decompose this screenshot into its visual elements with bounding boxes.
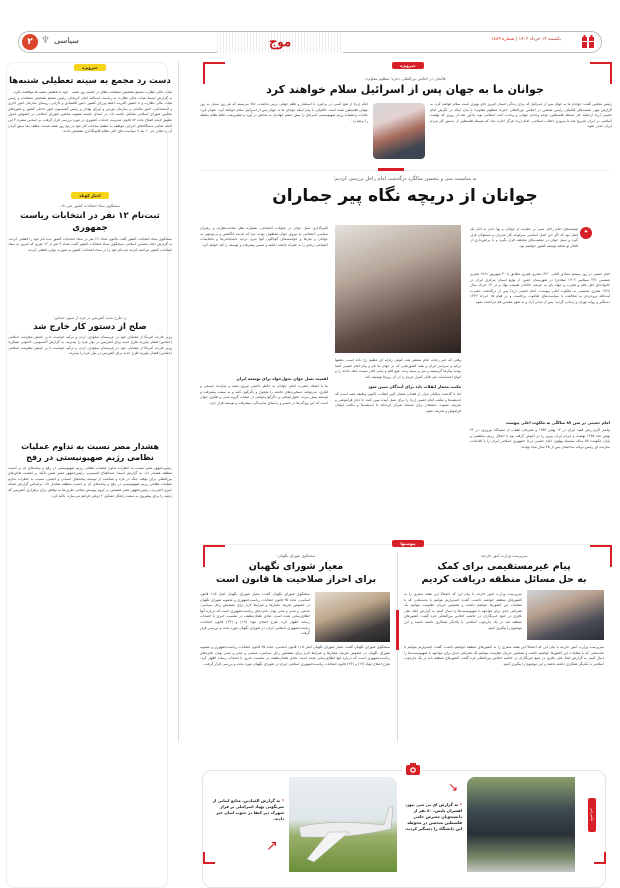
page-header	[18, 31, 602, 53]
frame-corner	[203, 852, 215, 864]
crowd-photo	[467, 777, 575, 872]
headline-qalibaf[interactable]: جوانان ما به جهان پس از اسرائیل سلام خواهند کرد	[266, 83, 544, 96]
accent-bar	[378, 168, 404, 171]
tag-attachments: پیوستها	[392, 540, 423, 547]
article-body: امام خمینی در روز بیستم جمادی الثانی ۱۳۲۰ هجری قمری مطابق با ۳۰ شهریور ۱۲۸۱ هجری شمسی (۲۴ سپتامبر ۱۹۰۲ میلادی) در شهرستان خمین از توابع استان مرکزی ایران در خانواده‌ای اهل علم و هجرت و جهاد پای به عرصه خاکدان طبیعت نهاد و در ۱۴ خرداد سال ۱۳۶۸ هجری شمسی به ملکوت اعلی پیوست. امام خمینی (ره) پس از درگذشت حضرت آیت‌الله بروجردی به مخالفت با سیاست‌های طاغوت برخاست و در قیام ۱۵ خرداد ۱۳۴۲ دستگیر و روانه تهران و زندانی گردید. پس از مدتی آزاد و به شهر مقدس قم مراجعت نمود.	[470, 272, 610, 304]
caption-text: به گزارش ای بی سی نیوز، افسران پلیس، ۸۰ نفر از دانشجویان معترض حامی فلسطین متحصن در محوطه این دانشگاه را دستگیر کردند.	[404, 802, 462, 831]
lead-text: هیات عالی نظارت مجمع تشخیص مصلحت نظام در جلسه روز شنبه - خود با تعطیلی شنبه ها موافقت نکرد.	[13, 90, 172, 94]
quote-icon: ❝	[580, 227, 592, 239]
tahan-nazif-photo	[315, 592, 390, 642]
page-number-badge: ۲	[22, 34, 38, 50]
tag-short-news: اخبار کوتاه	[71, 192, 108, 199]
section-ornament-icon: ♆	[41, 35, 50, 46]
quote-mark-icon: ❝	[458, 802, 462, 807]
headline-main-story[interactable]: جوانان از دریچه نگاه پیر جماران	[272, 186, 538, 206]
photo-caption-text: وقتی که خبر رحلت امام منتشر شد، کوهی زلزله ای عظیم رخ داده است. بغضها ترکید و سراسر ایران و همه کشورهایی که در جهان ما نام و پیام امام خمینی آشنا بودند پیکرها گریستند و سر و سینه زدند. هیچ قلم و بیانی قادر نیست ابعاد حادثه را و انواع احساسات غیر قابل کنترل مردم را در آن روزها توصیف کند.	[335, 358, 461, 379]
headline-peace-removed[interactable]: صلح از دستور کار خارج شد	[33, 321, 147, 332]
date-text: یکشنبه ۱۳ خرداد ۱۴۰۳	[518, 37, 561, 42]
subheading: مکتب معمار انقلاب باید برای آیندگان تبیین شود	[368, 384, 461, 389]
kicker: سرپرست وزارت امور خارجه:	[480, 553, 528, 558]
drone-photo	[289, 777, 397, 872]
kicker: رد طرح جدید آتش‌بس در غزه از سوی حماس:	[53, 314, 127, 320]
article-body: پیامبر اکرم رهبر فقید ایران در ۱۲ بهمن ۱۳۵۷ و همزمان انقلاب از تبعیدگاه پیروزی، در ۲۲ بهمن ماه ۱۳۵۷ نهضت و مردم ایران پیروز را در آغوش گرفته بود با انحلال رژیم سلطنتی و پایان حکومت ۵۷ ساله سلسله پهلوی، امام خمینی (ره) جمهوری اسلامی ایران را با اقدامات سازنده ای رئیس دولت ساختمان پس از ۳۵ سال بنیاد نهادند.	[470, 428, 610, 449]
bagheri-photo	[527, 590, 604, 640]
quote-mark-icon: ❝	[280, 798, 284, 803]
article-body: سرپرست وزارت امور خارجه با بیان این که احتمالاً این هفته سفری را به کشورهای منطقه خواهیم داشت، گفت: امیدواریم بتوانیم با بحث‌هایی که با مقامات این کشورها خواهیم داشت و همچنین جریان مقاومت بتوانیم یک همراهی جدی برای مواجهه با صهیونیست‌ها را دنبال کنیم. به گزارش ایلنا، علی باقری در جمع خبرنگاران در حاشیه اجلاس بین‌المللی غزه گفت: کشورهای منطقه باید در یک چارچوب اسلامی با یکدیگر همکاری داشته باشند و این موضوع را پیگیری کنیم.	[404, 592, 522, 630]
headline-line: معیار شورای نگهبان	[248, 561, 344, 572]
camera-icon	[403, 760, 423, 778]
intro-text: توصیه‌های امام راحل مبنی بر حمایت از جوانان و بها دادن به آنان یک اصل بود که اگر این اصل اساسی سرلوحه کار مدیران و مسئولان قرار گیرد و نسل جوان در منصب‌های مختلف قرار بگیرد و با برخورداری از افکار نو شاهد توسعه کشور خواهیم بود.	[470, 227, 578, 248]
logo-text: موج	[268, 35, 292, 50]
section-divider	[200, 170, 610, 171]
qalibaf-photo	[373, 103, 425, 159]
article-body: بنا با اعتقاد حضرت امام، جوانان به خاطر داشتن نیروی مفید و سازنده جسمی و فکری، می‌توانند دستاوردهای جامعه را متحول و دگرگون کنند و به سمت پیشرفت و توسعه پیش ببرند. تحول‌خواهی و دگرگون‌خواهی از صفات گروه سنی و فکری جوان است که این ویژگی‌ها در مسیر و راستای سازندگی، پیشرفت و توسعه قرار دارد.	[200, 384, 328, 405]
section-name: سیاسی	[54, 36, 79, 45]
frame-corner	[594, 852, 606, 864]
kicker: سخنگوی شورای نگهبان:	[276, 553, 316, 558]
headline-saturday-holiday[interactable]: دست رد مجمع به سینه تعطیلی شنبه‌ها	[9, 76, 171, 86]
headline-line: به حل مسائل منطقه دریافت کردیم	[421, 574, 587, 585]
article-body: اما با گذشت سالیان مرار از فقدان معمار کبیر انقلاب، اکنون وظیفه همه است که اندیشه‌ها و مکتب امام خمینی (ره) را برای نسل آینده تبیین کنند. تا دچار فراموشی و تحریف نشوند. دشمنان برای مسئله تمرکز کرده‌اند تا اندیشه‌ها و مکتب ایشان فراموش و تحریف شود.	[335, 392, 461, 413]
arrow-icon: ↘	[448, 780, 459, 794]
article-body: سخنگوی ستاد انتخابات کشور گفت تاکنون تعداد ۱۲ نفر در ستاد انتخابات کشور ثبت نام خود را قطعی کردند. به گزارش ایلنا، محسن اسلامی سخنگوی ستاد انتخابات کشور گفت تعداد ۴ نفر از ۱۲ نفری که امروز به ستاد انتخابات کشور مراجعه کردند ثبت‌نام خود را در ستاد انتخابات کشور به صورت نهایی قطعی کردند.	[8, 236, 172, 252]
newspaper-logo-icon	[581, 35, 595, 49]
article-body-right: رئیس مجلس گفت: جوانان ما به جهان پس از اسرائیل که برای زندگی انسان امروز جای بهتری است سلام خواهند کرد. به گزارش مهر، محمدباقر قالیباف رئیس مجلس در اجلاس بین‌المللی «غزه؛ مظلوم مقاوم» با بیان اینکه در نگرش امام خمینی (ره) ازجمله حل مسئله فلسطین، توجه وجدان جهانی و وحدت امت اسلامی بود، یادآور شد از روزی که نهضت اسلامی در ایران شروع شد تا پیروزی انقلاب اسلامی، امام (ره) هرگز اجازه نداد که مسئله فلسطین از دستور کار مردم ایران حذف شود.	[430, 102, 612, 129]
article-body: سرپرست وزارت امور خارجه با بیان این که احتمالاً این هفته سفری را به کشورهای منطقه خواهیم داشت، گفت: امیدواریم بتوانیم با بحث‌هایی که با مقامات این کشورها خواهیم داشت و همچنین جریان مقاومت بتوانیم یک همراهی جدی برای مواجهه با صهیونیست‌ها را دنبال کنیم. به گزارش ایلنا، علی باقری در جمع خبرنگاران در حاشیه اجلاس بین‌المللی غزه گفت: کشورهای منطقه باید در یک چارچوب اسلامی با یکدیگر همکاری داشته باشند و این موضوع را پیگیری کنیم.	[404, 645, 604, 666]
kicker: قالیباف در اجلاس بین‌المللی «غزه؛ مظلوم مقاوم»:	[364, 76, 446, 81]
photo-caption-2	[206, 798, 284, 822]
arrow-icon: ↗	[266, 838, 278, 854]
drone-illustration	[289, 777, 397, 872]
headline-guardian-council[interactable]	[200, 560, 392, 586]
article-body-left: امام (ره) از هیچ کسی در برخورد با استکبار و ظلم جهانی ترس نداشت. حالا می‌بینیم که هر روز تبدیل به روز جهانی فلسطین شده است. قالیباف با بیان اینکه جوانان ما به جهان پس از اسرائیل سلام خواهند کرد، عنوان کرد: جنایات وحشیانه رژیم صهیونیستی اسرائیل را پیش چشم جهانیان به نمایش در آورد و مشروعیت غلط نظام سلطه را برهم زد.	[200, 102, 368, 123]
article-body: سخنگوی شورای نگهبان گفت: معیار شورای نگهبان اصل ۱۱۵ قانون اساسی، ماده ۳۵ قانون انتخابات ریاست‌جمهوری و مصوبه شورای نگهبان در خصوص تعریف معیارها و شرایط لازم برای تشخیص رجل سیاسی، مذهبی و مدیر و مدبر بودن نامزدهای ریاست‌جمهوری است که درباره آنها اطلاع‌رسانی شده است. هادی طحان‌نظیف در نشست خبری با اصحاب رسانه اظهار کرد: طرح اصلاح مواد (۱۹) و (۲۳) قانون انتخابات ریاست‌جمهوری اسلامی ایران در شورای نگهبان مورد بحث و بررسی قرار گرفت.	[200, 592, 310, 636]
headline-line: برای احراز صلاحیت ها قانون است	[215, 574, 377, 585]
article-body: تأثیرگذاری نسل جوان در تحولات اجتماعی، همواره نظر صاحب‌نظران و رهبران سیاسی اجتماعی به نیروی جوان معطوف بوده، چرا که نادیده انگاشتن و بی‌توجهی به جوانان و نیازها و خواسته‌های گوناگون آنها بدون تردید نابسامانی‌ها و ناملایمات اجتماعی زیادی را به همراه جامعه داشته و مسیر پیشرفت و توسعه را کند خواهد کرد.	[200, 226, 328, 247]
headline-line: پیام غیرمستقیمی برای کمک	[437, 561, 571, 572]
headline-election-registration[interactable]: ثبت‌نام ۱۲ نفر در انتخابات ریاست جمهوری	[20, 210, 160, 233]
issue-date: یکشنبه ۱۳ خرداد ۱۴۰۳ | شماره ۱۸۸۹	[491, 37, 561, 42]
caption-text: به گزارش المیادین، منابع لبنانی از سرنگونی پهپاد اسرائیلی بر فراز شهرک دیر کیفا در جنوب لبنان خبر دادند.	[212, 798, 284, 821]
kicker: به مناسبت سی و پنجمین سالگرد درگذشت امام راحل بررسی کردیم؛	[333, 176, 477, 182]
article-body: وزیر خارجه آمریکا از همتایان خود در عربستان سعودی، اردن و ترکیه خواست تا بر جنبش مقاومت اسلامی (حماس) فشار بیاورند طرح جدید برای آتش‌بس در نوار غزه را بپذیرند. به گزارش آکسیوس، «آنتونی بلینکن» وزیر خارجه آمریکا از همتایان خود در عربستان سعودی، اردن و ترکیه خواست تا بر جنبش مقاومت اسلامی (حماس) فشار بیاورند طرح جدید برای آتش‌بس در نوار غزه را بپذیرند.	[8, 334, 172, 356]
masthead-logo[interactable]	[217, 32, 343, 53]
tag-special-news: خبرویژه	[74, 64, 106, 71]
column-divider	[178, 62, 179, 742]
photo-news-label: عکس‌خبر	[588, 798, 596, 832]
headline-egypt-warning[interactable]: هشدار مصر نسبت به تداوم عملیات نظامی رژیم صهیونیستی در رفح	[21, 441, 159, 462]
tag-special-news: خبرویژه	[392, 62, 424, 69]
photo-caption-1	[400, 802, 462, 832]
imam-youth-photo	[335, 225, 461, 353]
accent-bar	[396, 610, 399, 650]
article-body: سخنگوی شورای نگهبان گفت: معیار شورای نگهبان اصل ۱۱۵ قانون اساسی، ماده ۳۵ قانون انتخابات ریاست‌جمهوری و مصوبه شورای نگهبان در خصوص تعریف معیارها و شرایط لازم برای تشخیص رجل سیاسی، مذهبی و مدیر و مدبر بودن نامزدهای ریاست‌جمهوری است که درباره آنها اطلاع‌رسانی شده است. هادی طحان‌نظیف در نشست خبری با اصحاب رسانه اظهار کرد: طرح اصلاح مواد (۱۹) و (۲۳) قانون انتخابات ریاست‌جمهوری اسلامی ایران در شورای نگهبان مورد بحث و بررسی قرار گرفت.	[200, 645, 390, 666]
left-column	[8, 58, 172, 656]
issue-number: شماره ۱۸۸۹	[491, 37, 515, 42]
subheading: امام خمینی در سن ۸۷ سالگی به ملکوت اعلی پیوست	[505, 420, 610, 425]
kicker: سخنگوی ستاد انتخابات کشور خبر داد:	[60, 202, 120, 208]
headline-indirect-message[interactable]	[404, 560, 604, 586]
article-body: به گزارش ایسنا، هیات عالی نظارت به ریاست آیت‌الله آملی لاریجانی رئیس مجمع تشخیص مصلحت و رئیس هیات عالی نظارت و با حضور اکثریت اعضا وزرای کشور، امور اقتصادی و دارایی، روسای سازمان امور اداری و استخدامی، امور مالیاتی و سازمان بورس و اوراق بهادار و رئیس کمیسیون امور داخلی کشور و شوراهای مجلس شورای اسلامی تشکیل جلسه داد. در ابتدای جلسه مصوبه مجلس شورای اسلامی در خصوص جدول تطبیق لایحه اصلاح ماده ۸۷ قانون مدیریت خدمات کشوری در مورد بررسی قرار گرفت. بر اساس تبصره ۳ این لایحه تمامی دستگاه‌های اجرایی موظف به تنظیم ساعات کار خود در پنج روز هفته شدند. عطف بما سبق کردن آن را مغایر جز ۱۰ بند ۹ سیاست های کلی نظام قانونگذاری تشخیص دادند.	[8, 95, 172, 134]
article-body: رئیس‌جمهور مصر نسبت به خطرات تداوم عملیات نظامی رژیم صهیونیستی در رفح و پیامدهای آن بر امنیت منطقه هشدار داد. به گزارش ایسنا، عبدالفتاح السیسی، رئیس‌جمهور مصر ضمن تاکید بر اهمیت تلاش‌های بین‌المللی برای توقف جنگ در غزه و ممانعت از توسعه پیامدهای انسانی و امنیتی، نسبت به خطرات تداوم عملیات نظامی رژیم صهیونیستی در رفح و پیامدهای آن بر امنیت منطقه هشدار داد. براساس گزارش شبکه خبری الجزیره، رئیس‌جمهور مصر همچنین بر لزوم پیوستن تمامی طرف‌ها به توافق برای برقراری آتش‌بس که زمینه را برای پیشروی به سمت راهکار تشکیل ۲ دولتی فراهم می‌سازد، تاکید کرد.	[8, 465, 172, 498]
subheading: اهمیت نسل جوان تحول‌خواه برای توسعه ایران	[236, 376, 328, 381]
